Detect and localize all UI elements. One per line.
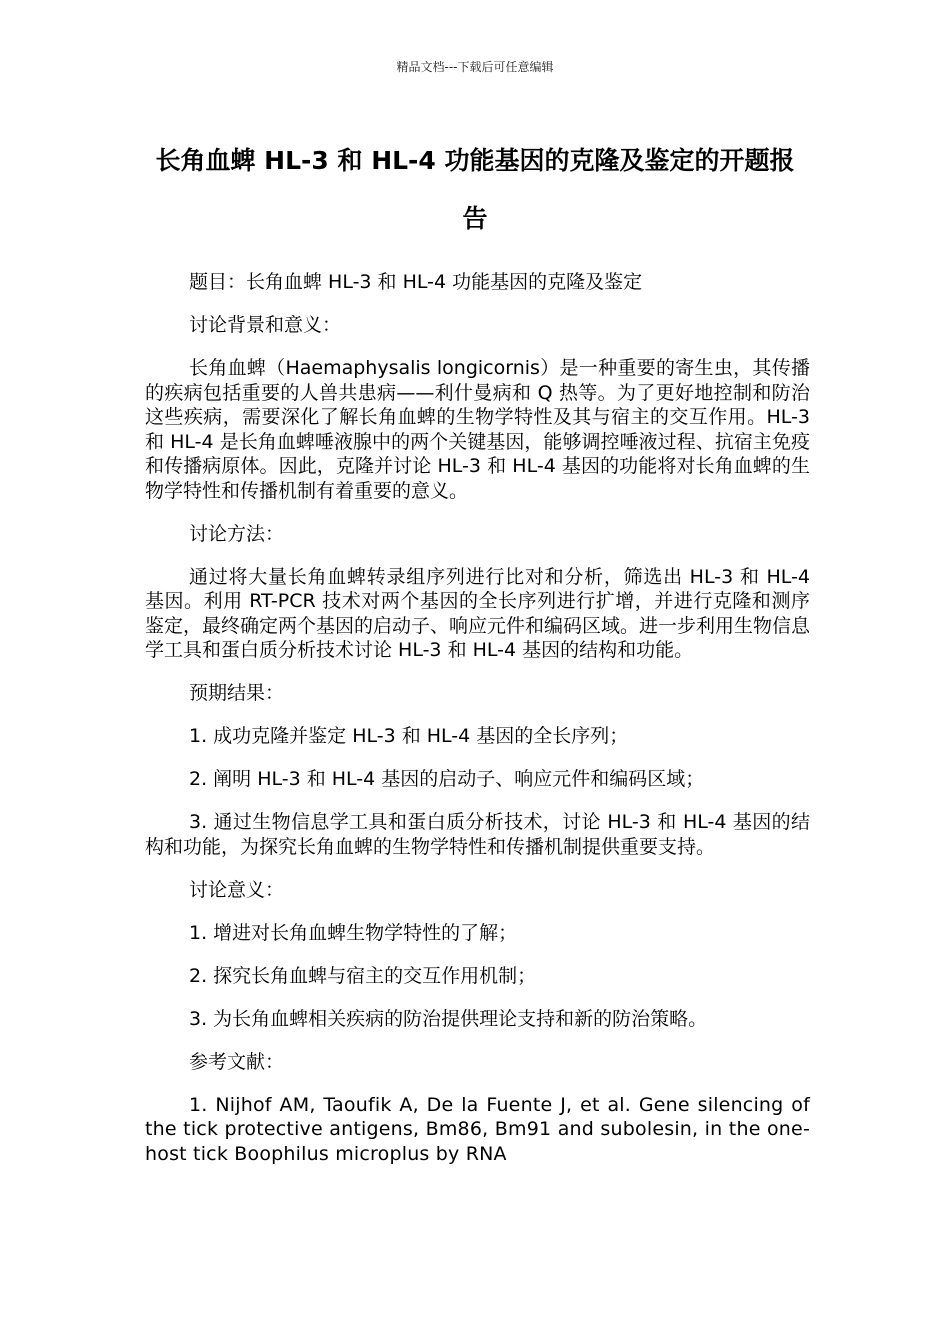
methods-paragraph: 通过将大量长角血蜱转录组序列进行比对和分析，筛选出 HL-3 和 HL-4 基因。利用 RT-PCR 技术对两个基因的全长序列进行扩增，并进行克隆和测序鉴定，最终确定两个基因的启动子、响应元件和编码区域。进一步利用生物信息学工具和蛋白质分析技术讨论 HL-3 和 HL-4 基因的结构和功能。 (145, 565, 811, 661)
document-title: 长角血蜱 HL-3 和 HL-4 功能基因的克隆及鉴定的开题报告 (155, 146, 795, 233)
topic-line: 题目：长角血蜱 HL-3 和 HL-4 功能基因的克隆及鉴定 (189, 271, 643, 293)
results-heading: 预期结果： (189, 682, 285, 704)
significance-item-1: 1. 增进对长角血蜱生物学特性的了解； (189, 921, 518, 944)
background-paragraph: 长角血蜱（Haemaphysalis longicornis）是一种重要的寄生虫，其传播的疾病包括重要的人兽共患病——利什曼病和 Q 热等。为了更好地控制和防治这些疾病，需要深化了解长角血蜱的生物学特性及其与宿主的交互作用。HL-3 和 HL-4 是长角血蜱唾液腺中的两个关键基因，能够调控唾液过程、抗宿主免疫和传播病原体。因此，克隆并讨论 HL-3 和 HL-4 基因的功能将对长角血蜱的生物学特性和传播机制有着重要的意义。 (145, 357, 810, 502)
significance-heading: 讨论意义： (189, 878, 285, 901)
references-heading: 参考文献： (189, 1050, 285, 1073)
significance-item-3: 3. 为长角血蜱相关疾病的防治提供理论支持和新的防治策略。 (189, 1007, 708, 1030)
results-item-3: 3. 通过生物信息学工具和蛋白质分析技术，讨论 HL-3 和 HL-4 基因的结构和功能，为探究长角血蜱的生物学特性和传播机制提供重要支持。 (145, 811, 810, 858)
reference-item-1: 1. Nijhof AM, Taoufik A, De la Fuente J, et al. Gene silencing of the tick protective antigens, Bm86, Bm91 and subolesin, in the one-host tick Boophilus microplus by RNA (145, 1093, 810, 1165)
results-item-2: 2. 阐明 HL-3 和 HL-4 基因的启动子、响应元件和编码区域； (189, 768, 705, 790)
header-note: 精品文档---下载后可任意编辑 (396, 60, 554, 74)
document-body (145, 270, 810, 1185)
results-item-1: 1. 成功克隆并鉴定 HL-3 和 HL-4 基因的全长序列； (189, 725, 629, 747)
significance-item-2: 2. 探究长角血蜱与宿主的交互作用机制； (189, 964, 537, 987)
methods-heading: 讨论方法： (189, 522, 285, 545)
background-heading: 讨论背景和意义： (189, 314, 342, 336)
